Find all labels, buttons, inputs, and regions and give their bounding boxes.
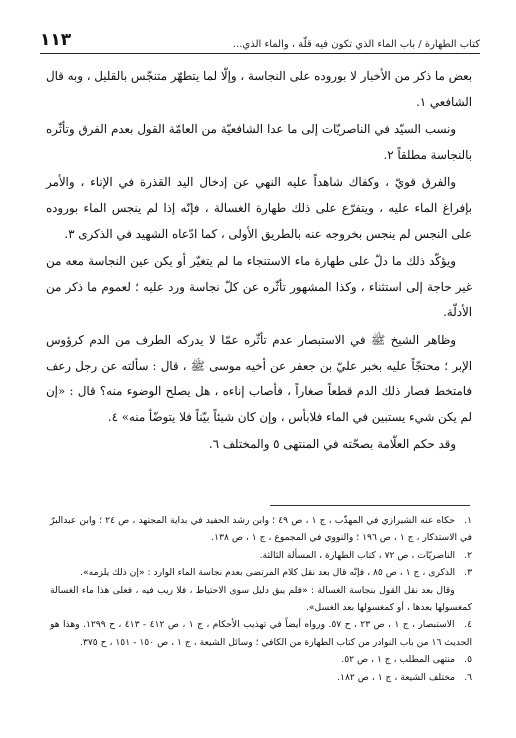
footnote-text: حكاه عنه الشيرازي في المهذّب ، ج ١ ، ص ٤٩ ؛ وابن رشد الحفيد في بداية المجتهد ، ص ٢٤ ؛ وابن عبدالبرّ في الاستذكار ، ج ١ ، ص ١٩٦ ؛ والنووي في المجموع ، ج ١ ، ص ١٣٨.: [50, 515, 472, 544]
footnote: [50, 582, 472, 617]
footnote-text: وقال بعد نقل القول بنجاسة الغسالة : «فلم يبق دليل سوى الاحتياط ، فلا ريب فيه ، فعلى هذا ماء الغسالة كمغسولها بعدها ، أو كمغسولها بعد الغسل».: [50, 584, 472, 614]
paragraph: ونسب السيّد في الناصريّات إلى ما عدا الشافعيّة من العامّة القول بعدم الفرق وتأثّره بالنجاسة مطلقاً ٢.: [46, 122, 472, 162]
footnote-number: ٣.: [464, 567, 472, 579]
footnote-number: ١.: [464, 515, 473, 526]
footnote-text: منتهى المطلب ، ج ١ ، ص ٥٢.: [341, 654, 456, 666]
footnote-text: الذكرى ، ج ١ ، ص ٨٥ ، فإنّه قال بعد نقل كلام المرتضى بعدم نجاسة الماء الوارد : «إن ذلك يلزمه».: [80, 567, 456, 579]
main-text: [46, 64, 472, 460]
footnote: [50, 512, 472, 547]
paragraph: وظاهر الشيخ ﷺ في الاستبصار عدم تأثّره عمّا لا يدركه الطرف من الدم كرؤوس الإبر ؛ محتجّاً عليه بخبر عليّ بن جعفر عن أخيه موسى ﷺ ، قال : سألته عن رجل رعف فامتخط فصار ذلك الدم قطعاً صغاراً ، فأصاب إناءه ، هل يصلح الوضوء منه؟ قال : «إن لم يكن شيء يستبين في الماء فلابأس ، وإن كان شيئاً بيّناً فلا يتوضّأ منه» ٤.: [46, 332, 472, 424]
footnote: [50, 547, 472, 564]
footnote-number: ٢.: [464, 549, 472, 561]
footnote: [50, 616, 472, 651]
footnote: [50, 651, 472, 668]
footnote: [50, 669, 472, 686]
running-title: كتاب الطهارة / باب الماء الذي تكون فيه قلّة ، والماء الذي...: [232, 39, 480, 50]
page-number: ١١٣: [40, 30, 72, 50]
paragraph: وقد حكم العلّامة بصحّته في المنتهى ٥ والمختلف ٦.: [208, 437, 456, 452]
footnote: [50, 564, 472, 581]
footnote-text: الناصريّات ، ص ٧٢ ، كتاب الطهارة ، المسألة الثالثة.: [259, 549, 456, 561]
paragraph: ويؤكّد ذلك ما دلّ على طهارة ماء الاستنجاء ما لم يتغيّر أو يكن عين النجاسة معه من غير حاجة إلى استثناء ، وكذا المشهور تأثّره عن كلّ نجاسة ورد عليه ؛ لعموم ما ذكر من الأدلّة.: [46, 254, 472, 320]
footnotes: [50, 512, 472, 686]
paragraph: بعض ما ذكر من الأخبار لا بوروده على النجاسة ، وإلّا لما يتطهّر متنجّس بالقليل ، وبه قال الشافعي ١.: [46, 69, 472, 109]
footnote-number: ٤.: [464, 619, 472, 631]
footnote-number: ٥.: [464, 654, 472, 666]
footnote-text: مختلف الشيعة ، ج ١ ، ص ١٨٢.: [337, 671, 456, 683]
page-header: [40, 24, 480, 54]
paragraph: والفرق قويّ ، وكفاك شاهداً عليه النهي عن إدخال اليد القذرة في الإناء ، والأمر بإفراغ الماء عليه ، ويتفرّع على ذلك طهارة الغسالة ، فإنّه إذا لم ينجس الماء بوروده على النجس لم ينجس بخروجه عنه بالطريق الأولى ، كما ادّعاه الشهيد في الذكرى ٣.: [46, 175, 472, 241]
footnote-number: ٦.: [464, 671, 472, 683]
footnote-separator: [270, 505, 470, 506]
footnote-text: الاستبصار ، ج ١ ، ص ٢٣ ، ح ٥٧. ورواه أيضاً في تهذيب الأحكام ، ج ١ ، ص ٤١٢ - ٤١٣ ، ح ١٢٩٩. وهذا هو الحديث ١٦ من باب النوادر من كتاب الطهارة من الكافي ؛ وسائل الشيعة ، ج ١ ، ص ١٥٠ - ١٥١ ، ح ٣٧٥.: [50, 619, 472, 648]
